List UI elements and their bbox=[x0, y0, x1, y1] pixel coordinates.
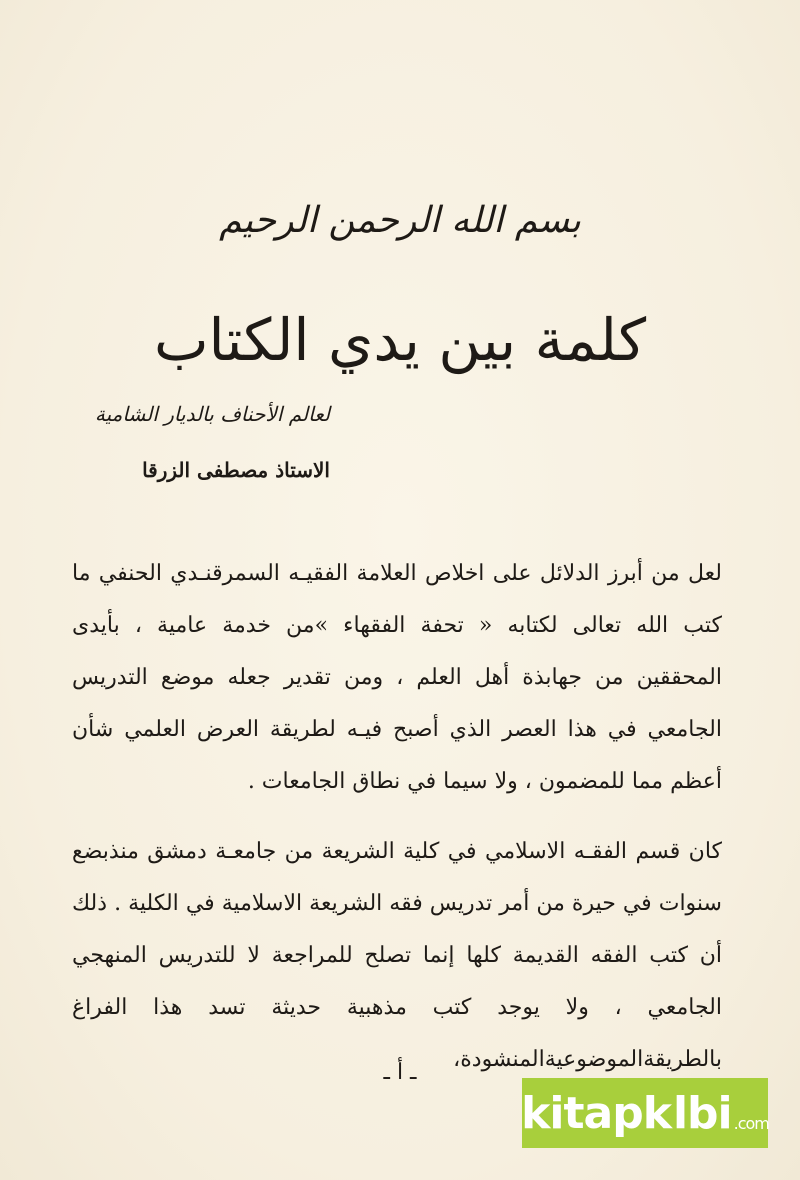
watermark-text-1: kitapk bbox=[521, 1087, 671, 1139]
watermark-logo bbox=[522, 1078, 768, 1148]
page-title: كلمة بين يدي الكتاب bbox=[153, 306, 647, 374]
watermark-text-2: lbi bbox=[672, 1087, 732, 1139]
paragraph-1: لعل من أبرز الدلائل على اخلاص العلامة الفقيـه السمرقنـدي الحنفي ما كتب الله تعالى لكتابه « تحفة الفقهاء »من خدمة عامية ، بأيدى المحققين من جهابذة أهل العلم ، ومن تقدير جعله موضع التدريس الجامعي في هذا العصر الذي أصبح فيـه لطريقة العرض العلمي شأن أعظم مما للمضمون ، ولا سيما في نطاق الجامعات . bbox=[72, 561, 722, 794]
page-number: ـ أ ـ bbox=[383, 1060, 417, 1085]
basmala: بسم الله الرحمن الرحيم bbox=[219, 200, 581, 241]
watermark-suffix: .com bbox=[733, 1113, 769, 1133]
author-name: الاستاذ مصطفى الزرقا bbox=[142, 458, 330, 482]
paragraph-2: كان قسم الفقـه الاسلامي في كلية الشريعة من جامعـة دمشق منذبضع سنوات في حيرة من أمر تدريس فقه الشريعة الاسلامية في الكلية . ذلك أن كتب الفقه القديمة كلها إنما تصلح للمراجعة لا للتدريس المنهجي الجامعي ، ولا يوجد كتب مذهبية حديثة تسد هذا الفراغ بالطريقةالموضوعيةالمنشودة، bbox=[72, 839, 722, 1072]
author-description: لعالم الأحناف بالديار الشامية bbox=[94, 402, 330, 426]
